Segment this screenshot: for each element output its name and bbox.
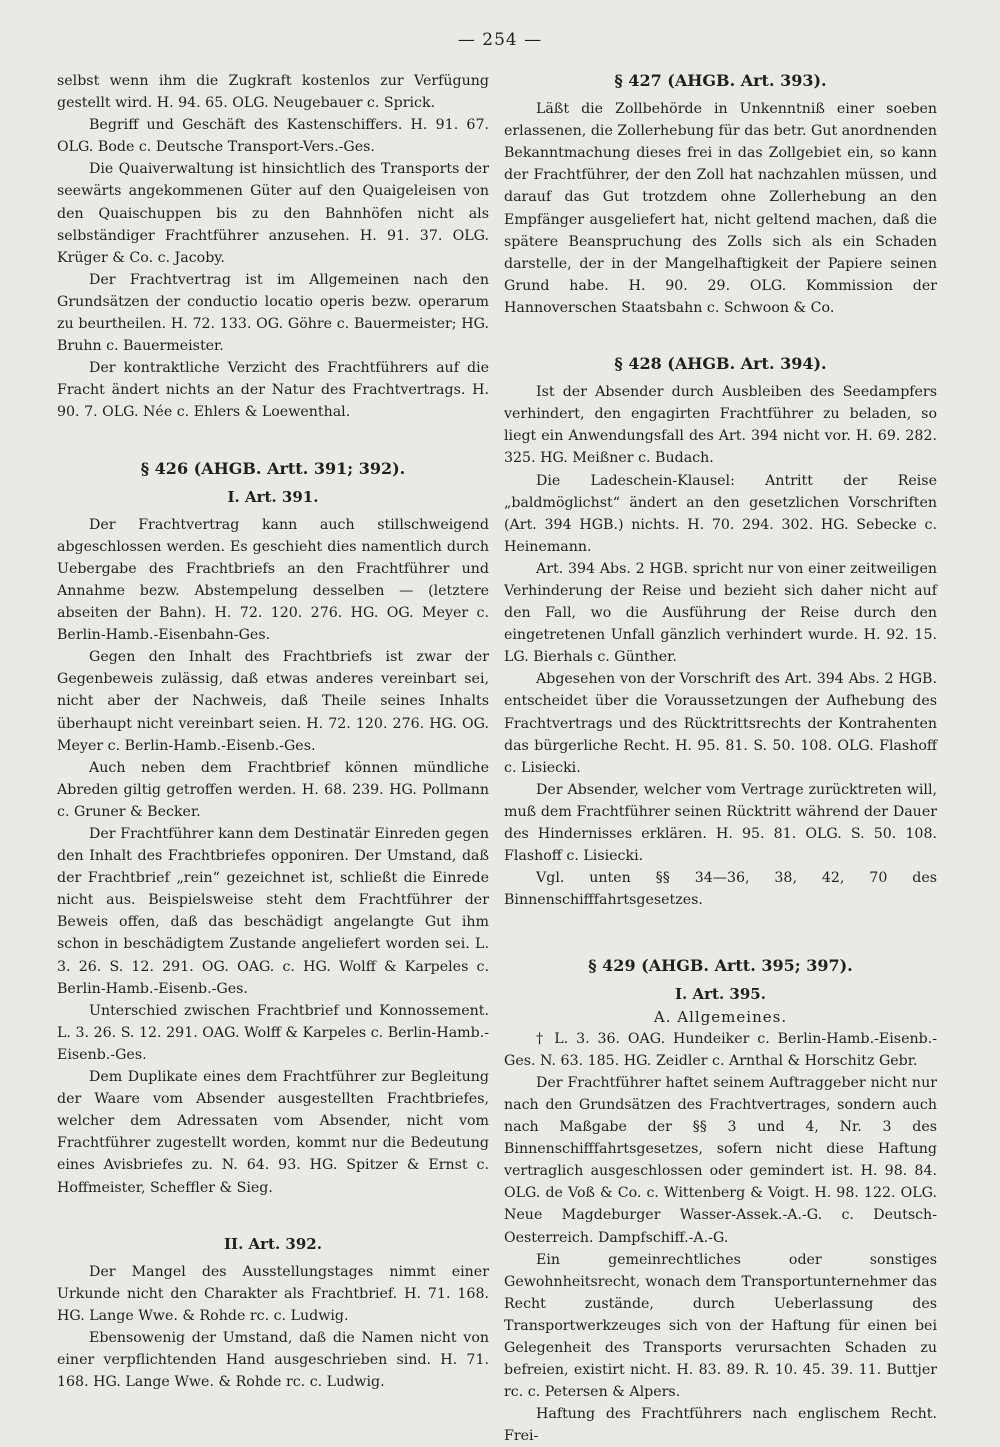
left-column	[57, 70, 489, 1393]
paragraph: selbst wenn ihm die Zugkraft kostenlos zur Verfügung gestellt wird. H. 94. 65. OLG. Neugebauer c. Sprick.	[57, 73, 489, 112]
paragraph: Ist der Absender durch Ausbleiben des Seedampfers verhindert, den engagirten Frachtführer zu beladen, so liegt ein Anwendungsfall des Art. 394 nicht vor. H. 69. 282. 325. HG. Meißner c. Budach.	[504, 384, 937, 467]
subheading-art-391: I. Art. 391.	[227, 487, 319, 506]
paragraph: Der Frachtführer kann dem Destinatär Einreden gegen den Inhalt des Frachtbriefes opponiren. Der Umstand, daß der Frachtbrief „rein“ gezeichnet ist, schließt die Einrede nicht aus. Beispielsweise steht dem Frachtführer der Beweis offen, daß das beschädigt angelangte Gut ihm schon in beschädigtem Zustande angeliefert worden sei. L. 3. 26. S. 12. 291. OG. OAG. c. HG. Wolff & Karpeles c. Berlin-Hamb.-Eisenb.-Ges.	[57, 826, 489, 997]
paragraph: Dem Duplikate eines dem Frachtführer zur Begleitung der Waare vom Absender ausgestellten Frachtbriefes, welcher dem Adressaten vom Absender, nicht vom Frachtführer zugestellt worden, kommt nur die Bedeutung eines Avisbriefes zu. N. 64. 93. HG. Spitzer & Ernst c. Hoffmeister, Scheffler & Sieg.	[57, 1069, 489, 1196]
paragraph: Der Absender, welcher vom Vertrage zurücktreten will, muß dem Frachtführer seinen Rücktritt während der Dauer des Hindernisses erklären. H. 95. 81. OLG. S. 50. 108. Flashoff c. Lisiecki.	[504, 781, 937, 865]
paragraph: Der kontraktliche Verzicht des Frachtführers auf die Fracht ändert nichts an der Natur des Frachtvertrags. H. 90. 7. OLG. Née c. Ehlers & Loewenthal.	[57, 360, 489, 421]
paragraph: Gegen den Inhalt des Frachtbriefs ist zwar der Gegenbeweis zulässig, daß etwas anderes vereinbart sei, nicht aber der Nachweis, daß Theile seines Inhalts überhaupt nicht vereinbart seien. H. 72. 120. 276. HG. OG. Meyer c. Berlin-Hamb.-Eisenb.-Ges.	[57, 649, 489, 754]
paragraph: Die Ladeschein-Klausel: Antritt der Reise „baldmöglichst“ ändert an den gesetzlichen Vorschriften (Art. 394 HGB.) nichts. H. 70. 294. 302. HG. Sebecke c. Heinemann.	[504, 472, 937, 555]
section-heading-427: § 427 (AHGB. Art. 393).	[614, 71, 827, 90]
paragraph: Unterschied zwischen Frachtbrief und Konnossement. L. 3. 26. S. 12. 291. OAG. Wolff & Karpeles c. Berlin-Hamb.-Eisenb.-Ges.	[57, 1002, 489, 1063]
paragraph: Der Frachtvertrag ist im Allgemeinen nach den Grundsätzen der conductio locatio operis bezw. operarum zu beurtheilen. H. 72. 133. OG. Göhre c. Bauermeister; HG. Bruhn c. Bauermeister.	[57, 271, 489, 355]
subheading-art-392: II. Art. 392.	[224, 1234, 322, 1253]
paragraph: Der Mangel des Ausstellungstages nimmt einer Urkunde nicht den Charakter als Frachtbrief. H. 71. 168. HG. Lange Wwe. & Rohde rc. c. Ludwig.	[57, 1263, 489, 1324]
right-column	[504, 70, 937, 1447]
paragraph: Die Quaiverwaltung ist hinsichtlich des Transports der seewärts angekommenen Güter auf den Quaigeleisen von den Quaischuppen bis zu den Bahnhöfen nicht als selbständiger Frachtführer anzusehen. H. 91. 37. OLG. Krüger & Co. c. Jacoby.	[57, 161, 489, 266]
paragraph: † L. 3. 36. OAG. Hundeiker c. Berlin-Hamb.-Eisenb.-Ges. N. 63. 185. HG. Zeidler c. Arnthal & Horschitz Gebr.	[504, 1030, 937, 1069]
section-heading-428: § 428 (AHGB. Art. 394).	[614, 354, 827, 374]
paragraph: Haftung des Frachtführers nach englischem Recht. Frei-	[504, 1406, 937, 1445]
page-number: — 254 —	[457, 30, 543, 50]
paragraph: Abgesehen von der Vorschrift des Art. 394 Abs. 2 HGB. entscheidet über die Voraussetzungen der Aufhebung des Frachtvertrags und des Rücktrittsrechts der Kontrahenten das bürgerliche Recht. H. 95. 81. S. 50. 108. OLG. Flashoff c. Lisiecki.	[504, 671, 937, 776]
section-heading-426: § 426 (AHGB. Artt. 391; 392).	[140, 458, 406, 478]
paragraph: Begriff und Geschäft des Kastenschiffers. H. 91. 67. OLG. Bode c. Deutsche Transport-Vers.-Ges.	[57, 117, 489, 156]
paragraph: Auch neben dem Frachtbrief können mündliche Abreden giltig getroffen werden. H. 68. 239. HG. Pollmann c. Gruner & Becker.	[57, 759, 489, 820]
paragraph: Ein gemeinrechtliches oder sonstiges Gewohnheitsrecht, wonach dem Transportunternehmer das Recht zustände, durch Ueberlassung des Transportwerkzeuges sich von der Haftung für einen bei Gelegenheit des Transports verursachten Schaden zu befreien, existirt nicht. H. 83. 89. R. 10. 45. 39. 11. Buttjer rc. c. Petersen & Alpers.	[504, 1251, 937, 1401]
paragraph: Läßt die Zollbehörde in Unkenntniß einer soeben erlassenen, die Zollerhebung für das betr. Gut anordnenden Bekanntmachung dieses frei in das Zollgebiet ein, so kann der Frachtführer, der den Zoll hat nachzahlen müssen, und darauf das Gut trotzdem ohne Zollerhebung an den Empfänger ausgeliefert hat, nicht geltend machen, daß die spätere Beanspruchung des Zolls sich als ein Schaden darstelle, der in der Mangelhaftigkeit der Papiere seinen Grund habe. H. 90. 29. OLG. Kommission der Hannoverschen Staatsbahn c. Schwoon & Co.	[504, 101, 937, 316]
paragraph: Der Frachtführer haftet seinem Auftraggeber nicht nur nach den Grundsätzen des Frachtvertrages, sondern auch nach Maßgabe der §§ 3 und 4, Nr. 3 des Binnenschifffahrtsgesetzes, sofern nicht diese Haftung vertraglich ausgeschlossen oder gemindert ist. H. 98. 84. OLG. de Voß & Co. c. Wittenberg & Voigt. H. 98. 122. OLG. Neue Magdeburger Wasser-Assek.-A.-G. c. Deutsch-Oesterreich. Dampfschiff.-A.-G.	[504, 1074, 937, 1246]
paragraph: Der Frachtvertrag kann auch stillschweigend abgeschlossen werden. Es geschieht dies namentlich durch Uebergabe des Frachtbriefs an den Frachtführer und Annahme bezw. Abstempelung desselben — (letztere abseiten der Bahn). H. 72. 120. 276. HG. OG. Meyer c. Berlin-Hamb.-Eisenbahn-Ges.	[57, 516, 489, 644]
subheading-allgemeines: A. Allgemeines.	[653, 1007, 788, 1026]
section-heading-429: § 429 (AHGB. Artt. 395; 397).	[588, 956, 853, 976]
subheading-art-395: I. Art. 395.	[675, 985, 766, 1004]
paragraph: Art. 394 Abs. 2 HGB. spricht nur von einer zeitweiligen Verhinderung der Reise und bezieht sich daher nicht auf den Fall, wo die Ausführung der Reise durch den eingetretenen Unfall gänzlich verhindert wurde. H. 92. 15. LG. Bierhals c. Günther.	[504, 560, 937, 666]
paragraph: Ebensowenig der Umstand, daß die Namen nicht von einer verpflichtenden Hand ausgeschrieben sind. H. 71. 168. HG. Lange Wwe. & Rohde rc. c. Ludwig.	[57, 1329, 489, 1391]
paragraph: Vgl. unten §§ 34—36, 38, 42, 70 des Binnenschifffahrtsgesetzes.	[504, 870, 937, 909]
